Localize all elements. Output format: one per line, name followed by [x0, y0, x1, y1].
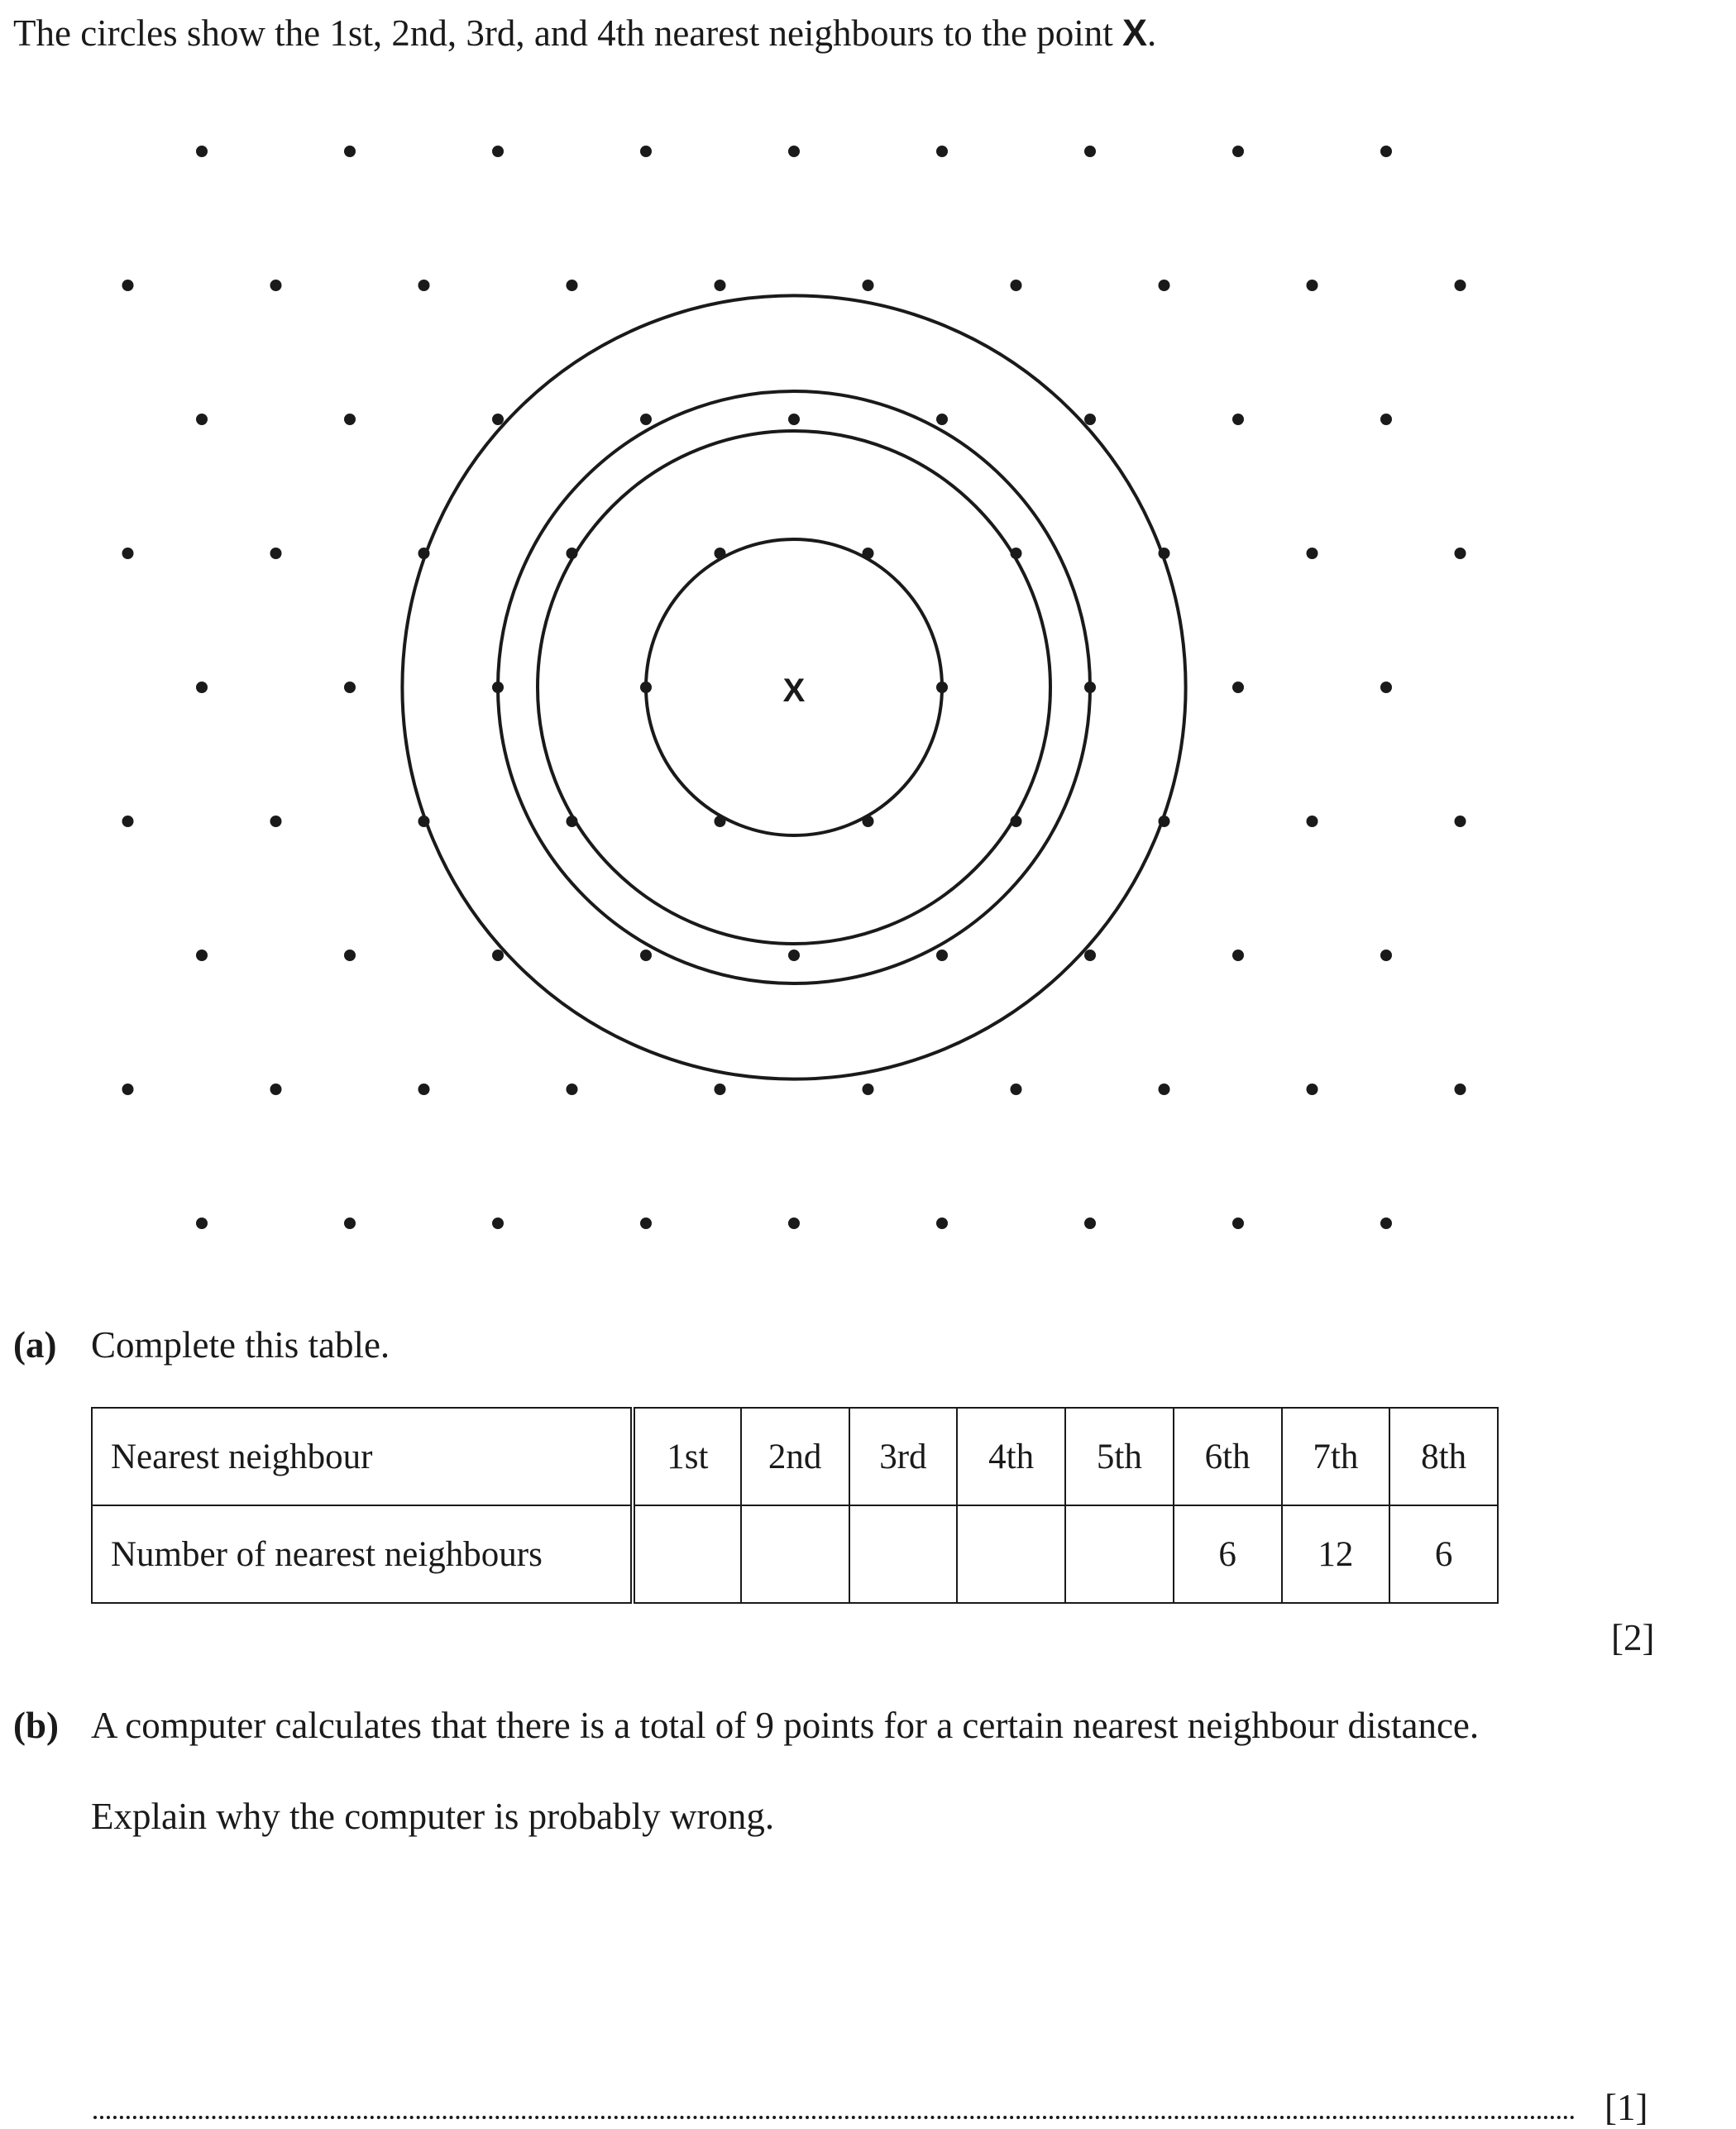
point-x-label: X [1121, 12, 1147, 54]
lattice-point [418, 280, 430, 291]
lattice-point [1307, 816, 1318, 827]
lattice-point [344, 146, 356, 157]
lattice-point [1232, 950, 1244, 961]
count-cell-8th: 6 [1389, 1505, 1498, 1603]
column-header-4th: 4th [957, 1408, 1065, 1505]
lattice-point [715, 280, 726, 291]
lattice-point [1232, 682, 1244, 693]
part-b-marks: [1] [1604, 2087, 1648, 2128]
count-cell-7th: 12 [1282, 1505, 1390, 1603]
lattice-point [1084, 682, 1096, 693]
lattice-figure [0, 116, 1736, 1257]
lattice-point [270, 816, 282, 827]
lattice-point [492, 950, 504, 961]
lattice-point [567, 548, 578, 559]
column-header-8th: 8th [1389, 1408, 1498, 1505]
lattice-point [1307, 548, 1318, 559]
answer-cell-2nd[interactable] [741, 1505, 849, 1603]
lattice-point [715, 816, 726, 827]
lattice-point [1232, 146, 1244, 157]
lattice-point [788, 414, 800, 425]
row-header-number-of-neighbours: Number of nearest neighbours [92, 1505, 633, 1603]
lattice-point [863, 1084, 874, 1095]
part-b-label: (b) [13, 1705, 59, 1746]
question-intro [13, 12, 1156, 55]
lattice-point [418, 1084, 430, 1095]
lattice-point [344, 682, 356, 693]
neighbour-table [91, 1407, 1499, 1604]
lattice-point [1084, 146, 1096, 157]
lattice-point [936, 146, 948, 157]
lattice-point [270, 1084, 282, 1095]
lattice-point [1011, 1084, 1022, 1095]
part-b-instruction: Explain why the computer is probably wrong. [91, 1796, 775, 1837]
lattice-point [567, 280, 578, 291]
lattice-point [492, 414, 504, 425]
lattice-point [1380, 950, 1392, 961]
lattice-point [1380, 414, 1392, 425]
lattice-point [1455, 1084, 1466, 1095]
lattice-point [122, 816, 134, 827]
lattice-point [196, 146, 208, 157]
lattice-point [1455, 280, 1466, 291]
lattice-point [492, 1218, 504, 1229]
lattice-point [936, 1218, 948, 1229]
lattice-point [1380, 146, 1392, 157]
answer-line[interactable] [93, 2116, 1576, 2119]
lattice-point [270, 548, 282, 559]
lattice-point [715, 1084, 726, 1095]
column-header-1st: 1st [633, 1408, 741, 1505]
lattice-point [936, 682, 948, 693]
lattice-point [863, 548, 874, 559]
lattice-point [196, 1218, 208, 1229]
column-header-5th: 5th [1065, 1408, 1174, 1505]
count-cell-6th: 6 [1174, 1505, 1282, 1603]
answer-cell-5th[interactable] [1065, 1505, 1174, 1603]
lattice-point [567, 816, 578, 827]
row-header-nearest-neighbour: Nearest neighbour [92, 1408, 633, 1505]
part-b-statement: A computer calculates that there is a total of 9 points for a certain nearest neighbour distance. [91, 1705, 1480, 1746]
lattice-point [122, 280, 134, 291]
lattice-point [1455, 548, 1466, 559]
answer-cell-1st[interactable] [633, 1505, 741, 1603]
table-row-nearest-neighbour [92, 1408, 1498, 1505]
answer-cell-4th[interactable] [957, 1505, 1065, 1603]
center-point-label: X [782, 672, 806, 709]
answer-cell-3rd[interactable] [849, 1505, 958, 1603]
lattice-point [1011, 548, 1022, 559]
intro-period: . [1147, 12, 1157, 54]
lattice-point [492, 146, 504, 157]
lattice-point [344, 414, 356, 425]
lattice-point [640, 414, 652, 425]
lattice-point [418, 548, 430, 559]
lattice-point [1232, 414, 1244, 425]
lattice-point [418, 816, 430, 827]
part-a-marks: [2] [1611, 1617, 1655, 1658]
lattice-point [1011, 816, 1022, 827]
intro-text: The circles show the 1st, 2nd, 3rd, and 4th nearest neighbours to the point [13, 12, 1113, 54]
column-header-6th: 6th [1174, 1408, 1282, 1505]
part-a-instruction: Complete this table. [91, 1324, 390, 1366]
lattice-point [1084, 1218, 1096, 1229]
lattice-point [640, 950, 652, 961]
lattice-point [1011, 280, 1022, 291]
lattice-point [196, 414, 208, 425]
lattice-point [122, 548, 134, 559]
column-header-3rd: 3rd [849, 1408, 958, 1505]
lattice-point [567, 1084, 578, 1095]
lattice-point [1307, 1084, 1318, 1095]
lattice-point [196, 950, 208, 961]
lattice-point [1159, 816, 1170, 827]
lattice-point [788, 146, 800, 157]
lattice-point [1159, 280, 1170, 291]
lattice-point [640, 682, 652, 693]
lattice-point [640, 146, 652, 157]
lattice-point [122, 1084, 134, 1095]
lattice-point [1380, 1218, 1392, 1229]
lattice-point [1159, 548, 1170, 559]
lattice-point [788, 950, 800, 961]
column-header-7th: 7th [1282, 1408, 1390, 1505]
lattice-point [1084, 950, 1096, 961]
lattice-point [1159, 1084, 1170, 1095]
lattice-point [344, 1218, 356, 1229]
table-row-number-of-neighbours [92, 1505, 1498, 1603]
lattice-point [1232, 1218, 1244, 1229]
lattice-point [863, 280, 874, 291]
lattice-point [788, 1218, 800, 1229]
lattice-point [936, 414, 948, 425]
lattice-point [1380, 682, 1392, 693]
lattice-point [863, 816, 874, 827]
part-a-label: (a) [13, 1324, 57, 1366]
lattice-point [936, 950, 948, 961]
lattice-point [1455, 816, 1466, 827]
lattice-point [1084, 414, 1096, 425]
lattice-point [196, 682, 208, 693]
lattice-point [270, 280, 282, 291]
lattice-point [640, 1218, 652, 1229]
lattice-point [1307, 280, 1318, 291]
column-header-2nd: 2nd [741, 1408, 849, 1505]
lattice-point [715, 548, 726, 559]
lattice-point [344, 950, 356, 961]
lattice-point [492, 682, 504, 693]
